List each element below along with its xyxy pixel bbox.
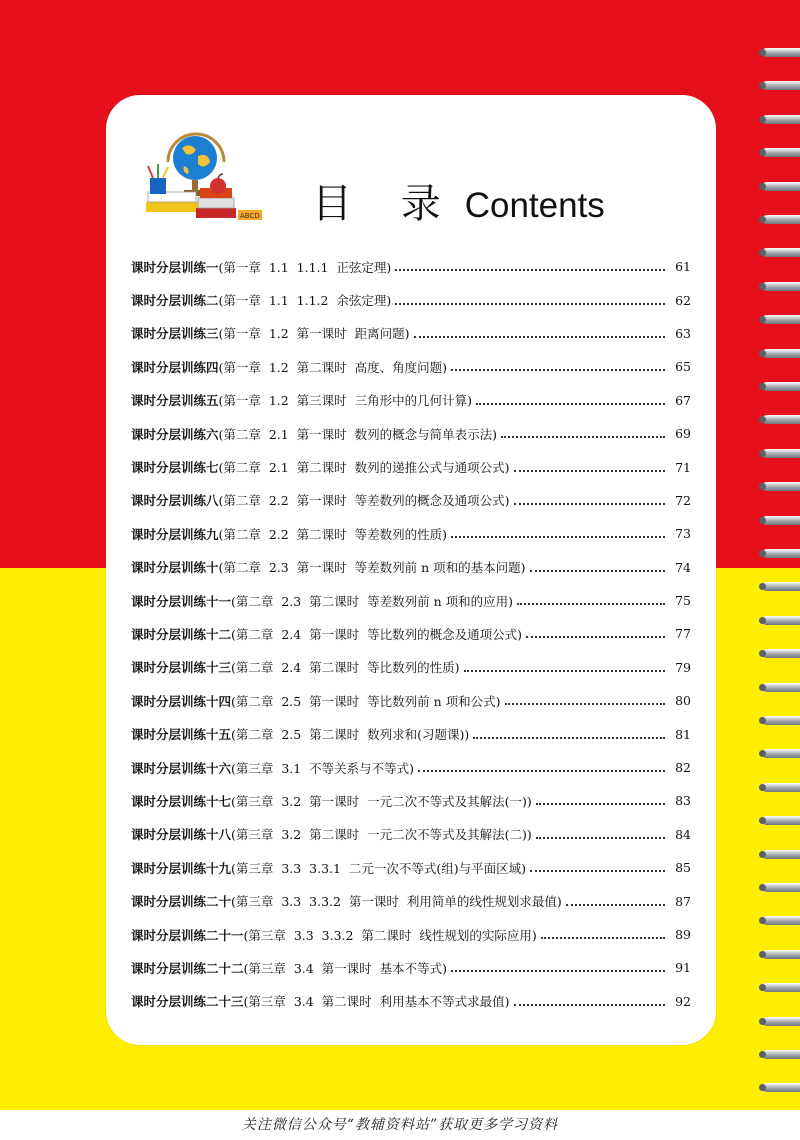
spiral-ring <box>762 1050 800 1059</box>
toc-entry[interactable] <box>131 250 691 283</box>
toc-page-number: 67 <box>675 392 691 408</box>
toc-entry-title: 课时分层训练十一 <box>131 593 232 609</box>
spiral-ring <box>762 248 800 257</box>
toc-page-number: 85 <box>675 860 691 876</box>
dot-leader <box>505 702 666 705</box>
dot-leader <box>566 903 665 906</box>
dot-leader <box>476 402 665 405</box>
spiral-ring <box>762 683 800 692</box>
toc-entry-detail: (第一章 1.1 1.1.2 余弦定理) <box>218 293 392 309</box>
toc-page-number: 63 <box>675 325 691 341</box>
spiral-ring <box>762 382 800 391</box>
toc-entry-detail: (第二章 2.2 第二课时 等差数列的性质) <box>218 526 447 542</box>
toc-page-number: 80 <box>675 693 691 709</box>
toc-entry-detail: (第二章 2.4 第一课时 等比数列的概念及通项公式) <box>231 626 522 642</box>
toc-page-number: 75 <box>675 593 691 609</box>
toc-entry[interactable] <box>131 617 691 650</box>
toc-page-number: 84 <box>675 826 691 842</box>
title-chinese: 目 录 <box>312 181 459 227</box>
toc-entry-detail: (第二章 2.3 第一课时 等差数列前 n 项和的基本问题) <box>218 560 526 576</box>
toc-entry-title: 课时分层训练二十二 <box>131 960 244 976</box>
spiral-ring <box>762 549 800 558</box>
dot-leader <box>541 936 665 939</box>
spiral-ring <box>762 716 800 725</box>
toc-entry-title: 课时分层训练十 <box>131 560 219 576</box>
spiral-ring <box>762 148 800 157</box>
toc-entry[interactable] <box>131 818 691 851</box>
apple-icon <box>210 174 226 194</box>
page-title <box>312 172 605 232</box>
globe-books-illustration <box>138 128 266 228</box>
toc-entry-title: 课时分层训练八 <box>131 493 219 509</box>
toc-entry-title: 课时分层训练七 <box>131 460 219 476</box>
spiral-ring <box>762 850 800 859</box>
toc-entry[interactable] <box>131 751 691 784</box>
toc-page-number: 83 <box>675 793 691 809</box>
dot-leader <box>451 969 665 972</box>
toc-entry[interactable] <box>131 851 691 884</box>
toc-page-number: 89 <box>675 927 691 942</box>
toc-page-number: 92 <box>675 993 691 1009</box>
dot-leader <box>514 1003 666 1006</box>
spiral-ring <box>762 449 800 458</box>
toc-entry-title: 课时分层训练二 <box>131 293 219 309</box>
toc-entry-title: 课时分层训练十三 <box>131 660 232 676</box>
toc-entry[interactable] <box>131 784 691 817</box>
toc-entry-detail: (第二章 2.5 第一课时 等比数列前 n 项和公式) <box>231 693 501 709</box>
toc-entry-detail: (第三章 3.2 第一课时 一元二次不等式及其解法(一)) <box>231 793 532 809</box>
spiral-ring <box>762 649 800 658</box>
dot-leader <box>536 836 665 839</box>
spiral-ring <box>762 749 800 758</box>
toc-entry-detail: (第二章 2.3 第二课时 等差数列前 n 项和的应用) <box>231 593 513 609</box>
spiral-ring <box>762 816 800 825</box>
dot-leader <box>418 769 665 772</box>
dot-leader <box>530 869 665 872</box>
spiral-ring <box>762 1017 800 1026</box>
spiral-ring <box>762 215 800 224</box>
toc-entry-detail: (第一章 1.2 第二课时 高度、角度问题) <box>218 359 447 375</box>
toc-page-number: 77 <box>675 626 691 642</box>
spiral-ring <box>762 415 800 424</box>
dot-leader <box>514 502 666 505</box>
toc-entry-detail: (第三章 3.1 不等关系与不等式) <box>231 760 415 776</box>
toc-entry[interactable] <box>131 884 691 917</box>
toc-page-number: 91 <box>675 960 691 976</box>
dot-leader <box>451 368 665 371</box>
footer-watermark-text: 关注微信公众号“教辅资料站”获取更多学习资料 <box>241 1117 559 1133</box>
dot-leader <box>395 302 665 305</box>
spiral-ring <box>762 582 800 591</box>
toc-entry-detail: (第二章 2.5 第二课时 数列求和(习题课)) <box>231 727 470 743</box>
toc-page-number: 62 <box>675 292 691 308</box>
spiral-ring <box>762 950 800 959</box>
toc-entry[interactable] <box>131 350 691 383</box>
toc-entry-title: 课时分层训练十五 <box>131 727 232 743</box>
toc-page-number: 71 <box>675 459 691 475</box>
title-english: Contents <box>464 186 605 225</box>
spiral-ring <box>762 115 800 124</box>
toc-page-number: 72 <box>675 492 691 508</box>
toc-entry[interactable] <box>131 283 691 316</box>
toc-entry-detail: (第三章 3.4 第二课时 利用基本不等式求最值) <box>243 994 510 1010</box>
toc-entry-title: 课时分层训练三 <box>131 326 219 342</box>
toc-entry-detail: (第一章 1.2 第三课时 三角形中的几何计算) <box>218 393 472 409</box>
dot-leader <box>536 802 665 805</box>
pencil-cup-icon <box>148 164 168 194</box>
toc-entry[interactable] <box>131 450 691 483</box>
toc-page-number: 61 <box>675 259 691 275</box>
toc-entry-title: 课时分层训练一 <box>131 259 219 275</box>
toc-entry-detail: (第三章 3.4 第一课时 基本不等式) <box>243 960 447 976</box>
toc-page-number: 82 <box>675 760 691 776</box>
table-of-contents <box>131 250 691 1018</box>
toc-entry[interactable] <box>131 584 691 617</box>
toc-page-number: 69 <box>675 426 691 442</box>
toc-entry[interactable] <box>131 985 691 1018</box>
toc-entry-title: 课时分层训练二十一 <box>131 927 244 943</box>
spiral-ring <box>762 349 800 358</box>
dot-leader <box>514 469 666 472</box>
toc-page-number: 87 <box>675 893 691 909</box>
toc-entry-title: 课时分层训练十二 <box>131 626 232 642</box>
toc-entry-detail: (第二章 2.2 第一课时 等差数列的概念及通项公式) <box>218 493 510 509</box>
toc-page-number: 79 <box>675 659 691 675</box>
toc-entry-detail: (第二章 2.1 第二课时 数列的递推公式与通项公式) <box>218 460 510 476</box>
spiral-binding <box>756 40 800 1110</box>
toc-entry[interactable] <box>131 417 691 450</box>
spiral-ring <box>762 516 800 525</box>
spiral-ring <box>762 1083 800 1092</box>
toc-entry[interactable] <box>131 517 691 550</box>
spiral-ring <box>762 182 800 191</box>
toc-entry[interactable] <box>131 918 691 951</box>
toc-page-number: 65 <box>675 359 691 375</box>
toc-entry-title: 课时分层训练六 <box>131 426 219 442</box>
dot-leader <box>501 435 665 438</box>
toc-page-number: 73 <box>675 526 691 542</box>
dot-leader <box>530 569 666 572</box>
toc-entry-title: 课时分层训练九 <box>131 526 219 542</box>
toc-entry-detail: (第三章 3.3 3.3.2 第一课时 利用简单的线性规划求最值) <box>231 894 562 910</box>
spiral-ring <box>762 883 800 892</box>
toc-page-number: 81 <box>675 726 691 742</box>
toc-entry-title: 课时分层训练十六 <box>131 760 232 776</box>
spiral-ring <box>762 983 800 992</box>
dot-leader <box>414 335 666 338</box>
spiral-ring <box>762 282 800 291</box>
toc-entry-title: 课时分层训练四 <box>131 359 219 375</box>
toc-entry[interactable] <box>131 684 691 717</box>
spiral-ring <box>762 48 800 57</box>
spiral-ring <box>762 482 800 491</box>
toc-entry-title: 课时分层训练十七 <box>131 793 232 809</box>
toc-entry-title: 课时分层训练二十 <box>131 894 232 910</box>
dot-leader <box>451 535 665 538</box>
toc-entry-title: 课时分层训练二十三 <box>131 994 244 1010</box>
spiral-ring <box>762 315 800 324</box>
toc-entry-detail: (第三章 3.2 第二课时 一元二次不等式及其解法(二)) <box>231 827 532 843</box>
spiral-ring <box>762 916 800 925</box>
toc-entry[interactable] <box>131 484 691 517</box>
dot-leader <box>464 669 666 672</box>
toc-entry-detail: (第三章 3.3 3.3.1 二元一次不等式(组)与平面区域) <box>231 860 527 876</box>
toc-entry-title: 课时分层训练十九 <box>131 860 232 876</box>
spiral-ring <box>762 81 800 90</box>
toc-entry[interactable] <box>131 951 691 984</box>
toc-entry[interactable] <box>131 384 691 417</box>
dot-leader <box>517 602 665 605</box>
toc-entry[interactable] <box>131 717 691 750</box>
toc-page-number: 74 <box>675 559 691 575</box>
toc-entry-detail: (第一章 1.2 第一课时 距离问题) <box>218 326 410 342</box>
toc-entry-title: 课时分层训练十四 <box>131 693 232 709</box>
toc-entry-detail: (第二章 2.1 第一课时 数列的概念与简单表示法) <box>218 426 497 442</box>
toc-entry-title: 课时分层训练十八 <box>131 827 232 843</box>
toc-entry-detail: (第一章 1.1 1.1.1 正弦定理) <box>218 259 392 275</box>
spiral-ring <box>762 783 800 792</box>
toc-entry[interactable] <box>131 317 691 350</box>
toc-entry-detail: (第三章 3.3 3.3.2 第二课时 线性规划的实际应用) <box>243 927 537 943</box>
book-label-text: ABCD <box>240 212 260 220</box>
dot-leader <box>473 736 665 739</box>
spiral-ring <box>762 616 800 625</box>
dot-leader <box>526 635 665 638</box>
toc-entry[interactable] <box>131 651 691 684</box>
toc-entry-detail: (第二章 2.4 第二课时 等比数列的性质) <box>231 660 460 676</box>
toc-entry-title: 课时分层训练五 <box>131 393 219 409</box>
dot-leader <box>395 268 665 271</box>
toc-entry[interactable] <box>131 551 691 584</box>
